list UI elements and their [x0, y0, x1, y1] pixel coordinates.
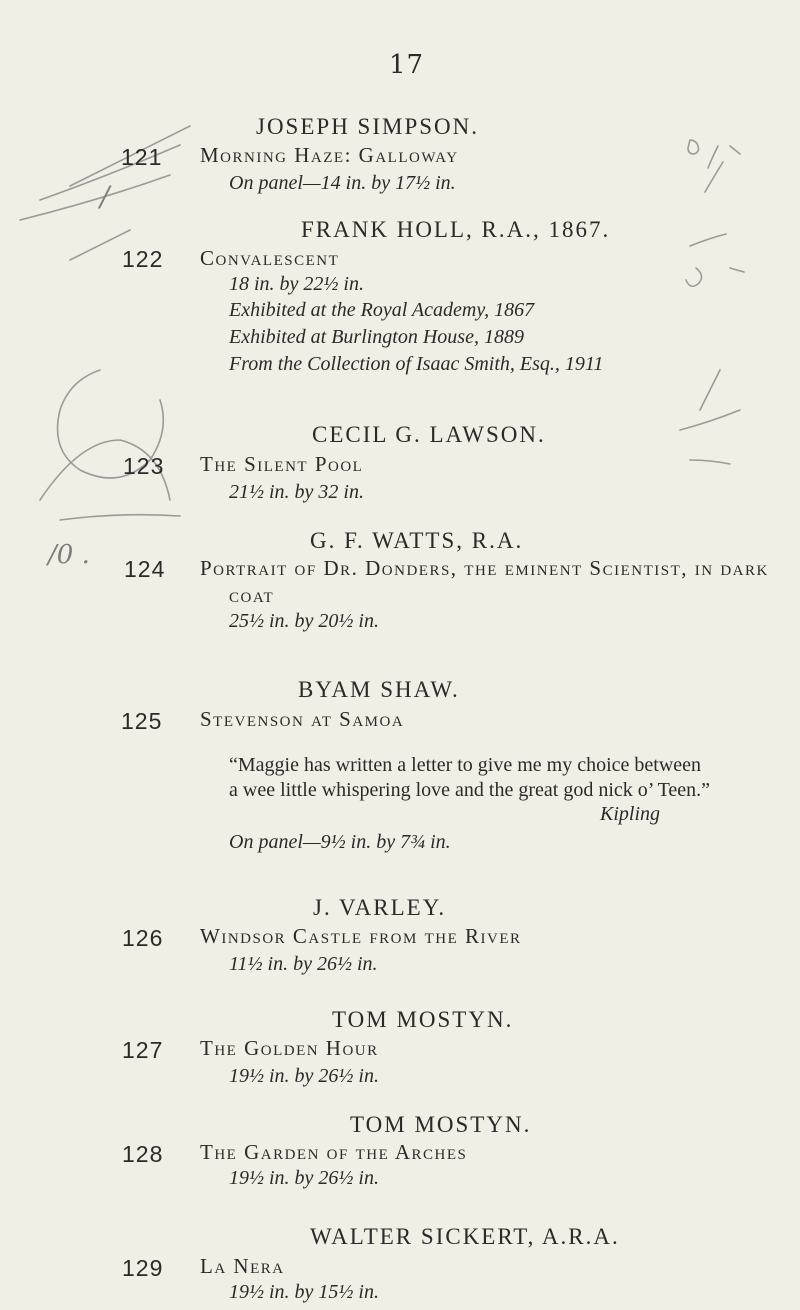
lot-detail: 21½ in. by 32 in.: [229, 481, 364, 503]
quote-attribution: Kipling: [600, 803, 661, 825]
artist-name: G. F. WATTS, R.A.: [310, 528, 524, 553]
lot-detail: 18 in. by 22½ in.: [229, 273, 364, 295]
lot-number: 126: [122, 925, 164, 951]
lot-detail: 25½ in. by 20½ in.: [229, 610, 379, 632]
lot-detail: On panel—14 in. by 17½ in.: [229, 172, 456, 194]
artist-name: BYAM SHAW.: [298, 677, 460, 702]
quote-line: “Maggie has written a letter to give me my choice between: [229, 754, 702, 776]
lot-title: The Garden of the Arches: [200, 1140, 468, 1164]
lot-detail: 11½ in. by 26½ in.: [229, 953, 378, 975]
lot-number: 127: [122, 1037, 164, 1063]
lot-number: 121: [121, 144, 163, 170]
lot-title-continued: coat: [229, 583, 275, 607]
artist-name: CECIL G. LAWSON.: [312, 422, 546, 447]
pencil-note-122: /: [100, 180, 110, 213]
lot-title: Convalescent: [200, 246, 340, 270]
lot-title: Windsor Castle from the River: [200, 924, 522, 948]
lot-detail: 19½ in. by 26½ in.: [229, 1167, 379, 1189]
page-number: 17: [389, 50, 425, 80]
lot-title: Stevenson at Samoa: [200, 707, 405, 731]
lot-number: 122: [122, 246, 164, 272]
lot-number: 124: [124, 556, 166, 582]
artist-name: JOSEPH SIMPSON.: [256, 114, 480, 139]
artist-name: TOM MOSTYN.: [332, 1007, 514, 1032]
lot-title: The Silent Pool: [200, 452, 364, 476]
artist-name: WALTER SICKERT, A.R.A.: [310, 1224, 620, 1249]
lot-detail: 19½ in. by 26½ in.: [229, 1065, 379, 1087]
lot-detail: On panel—9½ in. by 7¾ in.: [229, 831, 451, 853]
artist-name: FRANK HOLL, R.A., 1867.: [301, 217, 611, 242]
lot-detail: Exhibited at the Royal Academy, 1867: [229, 299, 535, 321]
lot-detail: 19½ in. by 15½ in.: [229, 1281, 379, 1303]
lot-number: 125: [121, 708, 163, 734]
lot-title: La Nera: [200, 1254, 285, 1278]
lot-title: Portrait of Dr. Donders, the eminent Scientist, in dark: [200, 556, 769, 580]
lot-number: 129: [122, 1255, 164, 1281]
lot-number: 123: [123, 453, 165, 479]
lot-number: 128: [122, 1141, 164, 1167]
lot-detail: From the Collection of Isaac Smith, Esq., 1911: [229, 353, 604, 375]
artist-name: J. VARLEY.: [313, 895, 447, 920]
lot-detail: Exhibited at Burlington House, 1889: [229, 326, 524, 348]
pencil-note-124: /0 .: [48, 540, 90, 570]
lot-title: The Golden Hour: [200, 1036, 379, 1060]
quote-line: a wee little whispering love and the great god nick o’ Teen.”: [229, 779, 711, 801]
lot-title: Morning Haze: Galloway: [200, 143, 459, 167]
artist-name: TOM MOSTYN.: [350, 1112, 532, 1137]
